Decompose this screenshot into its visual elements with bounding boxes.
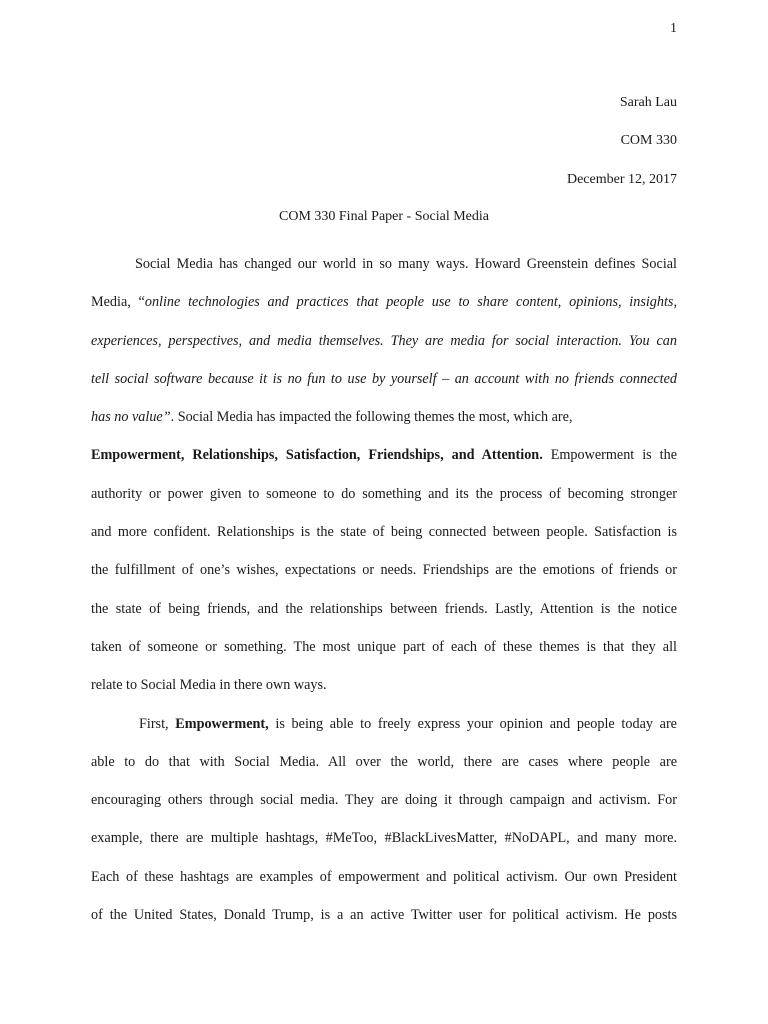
text-line <box>91 360 677 398</box>
text-run: Each of these hashtags are examples of empowerment and political activism. Our own President <box>91 868 677 885</box>
text-line <box>91 513 677 551</box>
text-run: taken of someone or something. The most unique part of each of these themes is that they all <box>91 638 677 655</box>
text-line <box>91 705 677 743</box>
paper-title: COM 330 Final Paper - Social Media <box>279 209 489 224</box>
text-run: the state of being friends, and the relationships between friends. Lastly, Attention is the notice <box>91 600 677 617</box>
bold-run: Empowerment, <box>175 715 269 732</box>
text-run: Social Media has changed our world in so many ways. Howard Greenstein defines Social <box>135 256 677 272</box>
text-run: is being able to freely express your opinion and people today are <box>268 715 677 732</box>
text-line <box>91 283 677 321</box>
paragraph-intro <box>91 245 677 705</box>
text-line <box>91 858 677 896</box>
text-run: . Social Media has impacted the following themes the most, which are, <box>170 409 573 426</box>
text-run: Media, “ <box>91 294 145 311</box>
text-run: Empowerment is the <box>542 447 677 464</box>
text-line <box>91 781 677 819</box>
text-line <box>91 896 677 934</box>
paper-body <box>91 245 677 934</box>
text-run: and more confident. Relationships is the state of being connected between people. Satisfaction is <box>91 524 677 541</box>
page-number: 1 <box>670 21 677 36</box>
text-line <box>91 245 677 283</box>
paper-date: December 12, 2017 <box>566 172 677 187</box>
author-name: Sarah Lau <box>619 95 677 110</box>
text-line <box>91 436 677 474</box>
text-line <box>91 628 677 666</box>
text-line <box>91 398 677 436</box>
text-run: able to do that with Social Media. All over the world, there are cases where people are <box>91 753 677 770</box>
text-line <box>91 743 677 781</box>
text-run: encouraging others through social media. They are doing it through campaign and activism. For <box>91 792 677 809</box>
course-code: COM 330 <box>620 133 677 148</box>
text-line <box>91 551 677 589</box>
text-run: of the United States, Donald Trump, is a an active Twitter user for political activism. He posts <box>91 907 677 924</box>
text-run: authority or power given to someone to do something and its the process of becoming stronger <box>91 485 677 502</box>
text-line <box>91 590 677 628</box>
quote-run: experiences, perspectives, and media themselves. They are media for social interaction. You can <box>91 332 677 349</box>
quote-run: online technologies and practices that people use to share content, opinions, insights, <box>144 294 677 311</box>
text-run: First, <box>139 715 176 732</box>
paragraph-empowerment <box>91 705 677 935</box>
text-run: relate to Social Media in there own ways. <box>91 677 327 694</box>
quote-run: has no value” <box>91 409 171 426</box>
text-line <box>91 475 677 513</box>
text-line <box>91 666 677 704</box>
text-line <box>91 322 677 360</box>
text-run: example, there are multiple hashtags, #MeToo, #BlackLivesMatter, #NoDAPL, and many more. <box>91 830 677 847</box>
text-run: the fulfillment of one’s wishes, expectations or needs. Friendships are the emotions of friends or <box>91 562 677 579</box>
text-line <box>91 819 677 857</box>
bold-run: Empowerment, Relationships, Satisfaction, Friendships, and Attention. <box>91 447 543 464</box>
quote-run: tell social software because it is no fun to use by yourself – an account with no friends connected <box>91 370 677 387</box>
